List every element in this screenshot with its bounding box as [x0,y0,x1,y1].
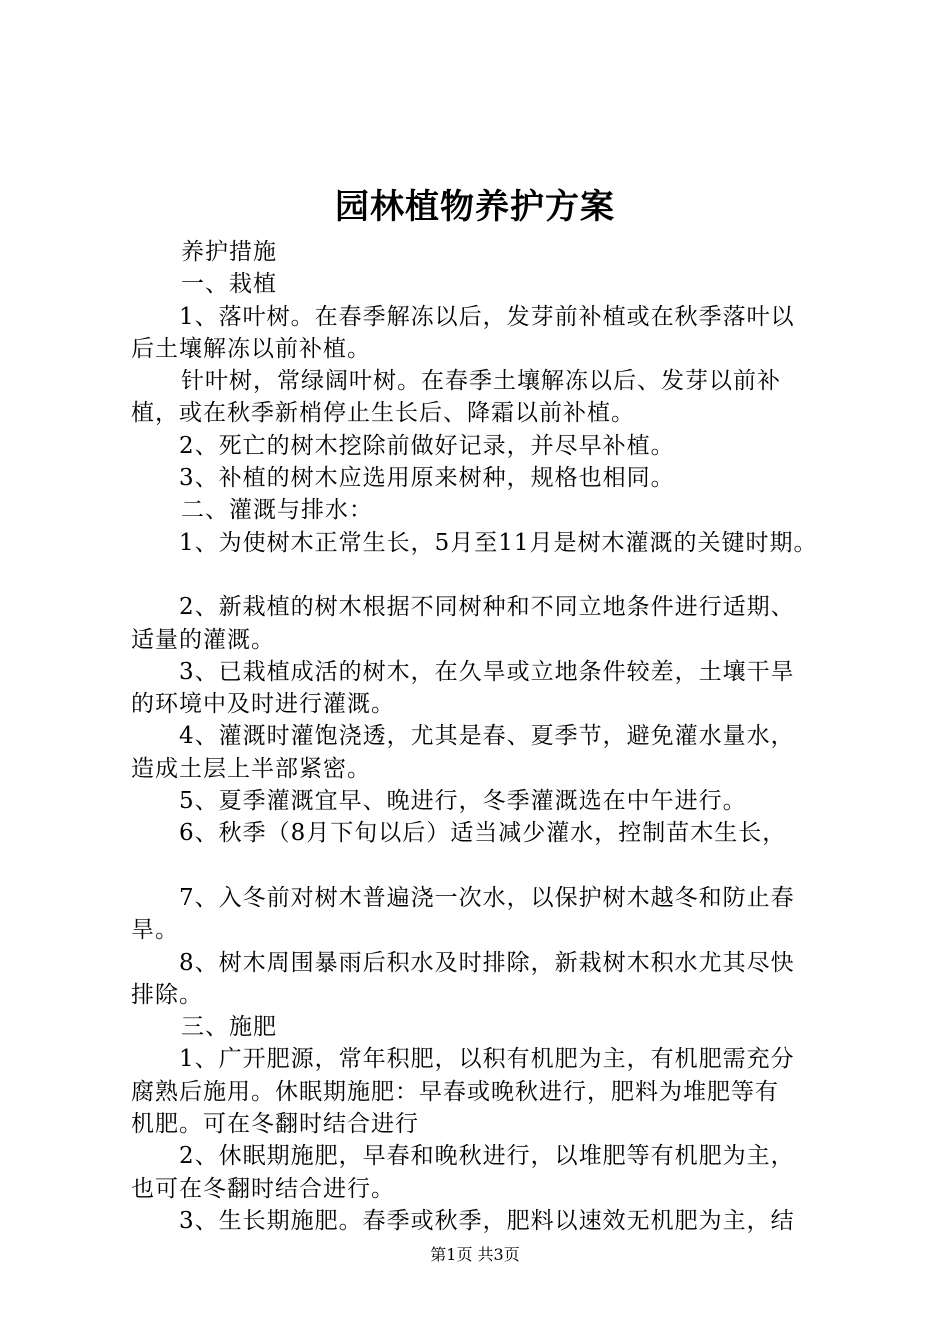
paragraph-line: 植，或在秋季新梢停止生长后、降霜以前补植。 [131,400,635,427]
section-heading: 二、灌溉与排水： [181,497,373,524]
blank-line [131,850,831,882]
paragraph-line: 排除。 [131,981,203,1008]
paragraph-line: 1、落叶树。在春季解冻以后，发芽前补植或在秋季落叶以 [179,303,795,330]
paragraph-line: 1、为使树木正常生长，5月至11月是树木灌溉的关键时期。 [179,529,818,556]
paragraph-line: 6、秋季（8月下旬以后）适当减少灌水，控制苗木生长， [179,820,787,847]
page-footer: 第1页 共3页 [430,1245,520,1264]
blank-line [131,559,831,591]
paragraph-line: 3、已栽植成活的树木，在久旱或立地条件较差，土壤干旱 [179,658,795,685]
paragraph-line: 机肥。可在冬翻时结合进行 [131,1111,419,1138]
paragraph-line: 腐熟后施用。休眠期施肥：早春或晚秋进行，肥料为堆肥等有 [131,1078,779,1105]
paragraph-line: 的环境中及时进行灌溉。 [131,691,395,718]
paragraph-line: 旱。 [131,917,179,944]
paragraph-line: 8、树木周围暴雨后积水及时排除，新栽树木积水尤其尽快 [179,949,795,976]
section-heading: 养护措施 [181,239,277,265]
paragraph-line: 2、新栽植的树木根据不同树种和不同立地条件进行适期、 [179,594,795,621]
paragraph-line: 7、入冬前对树木普遍浇一次水，以保护树木越冬和防止春 [179,884,795,911]
paragraph-line: 1、广开肥源，常年积肥，以积有机肥为主，有机肥需充分 [179,1046,795,1073]
document-title: 园林植物养护方案 [335,187,615,227]
paragraph-line: 造成土层上半部紧密。 [131,755,371,782]
paragraph-line: 5、夏季灌溉宜早、晚进行，冬季灌溉选在中午进行。 [179,788,747,815]
paragraph-line: 2、休眠期施肥，早春和晚秋进行，以堆肥等有机肥为主， [179,1143,795,1170]
paragraph-line: 适量的灌溉。 [131,626,275,653]
paragraph-line: 针叶树，常绿阔叶树。在春季土壤解冻以后、发芽以前补 [181,368,781,395]
paragraph-line: 也可在冬翻时结合进行。 [131,1175,395,1202]
paragraph-line: 后土壤解冻以前补植。 [131,335,371,362]
section-heading: 三、施肥 [181,1014,277,1041]
document-body [131,236,831,1237]
paragraph-line: 4、灌溉时灌饱浇透，尤其是春、夏季节，避免灌水量水， [179,723,795,750]
paragraph-line: 3、生长期施肥。春季或秋季，肥料以速效无机肥为主，结 [179,1207,795,1234]
section-heading: 一、栽植 [181,271,277,298]
paragraph-line: 2、死亡的树木挖除前做好记录，并尽早补植。 [179,432,675,459]
paragraph-line: 3、补植的树木应选用原来树种，规格也相同。 [179,465,675,492]
